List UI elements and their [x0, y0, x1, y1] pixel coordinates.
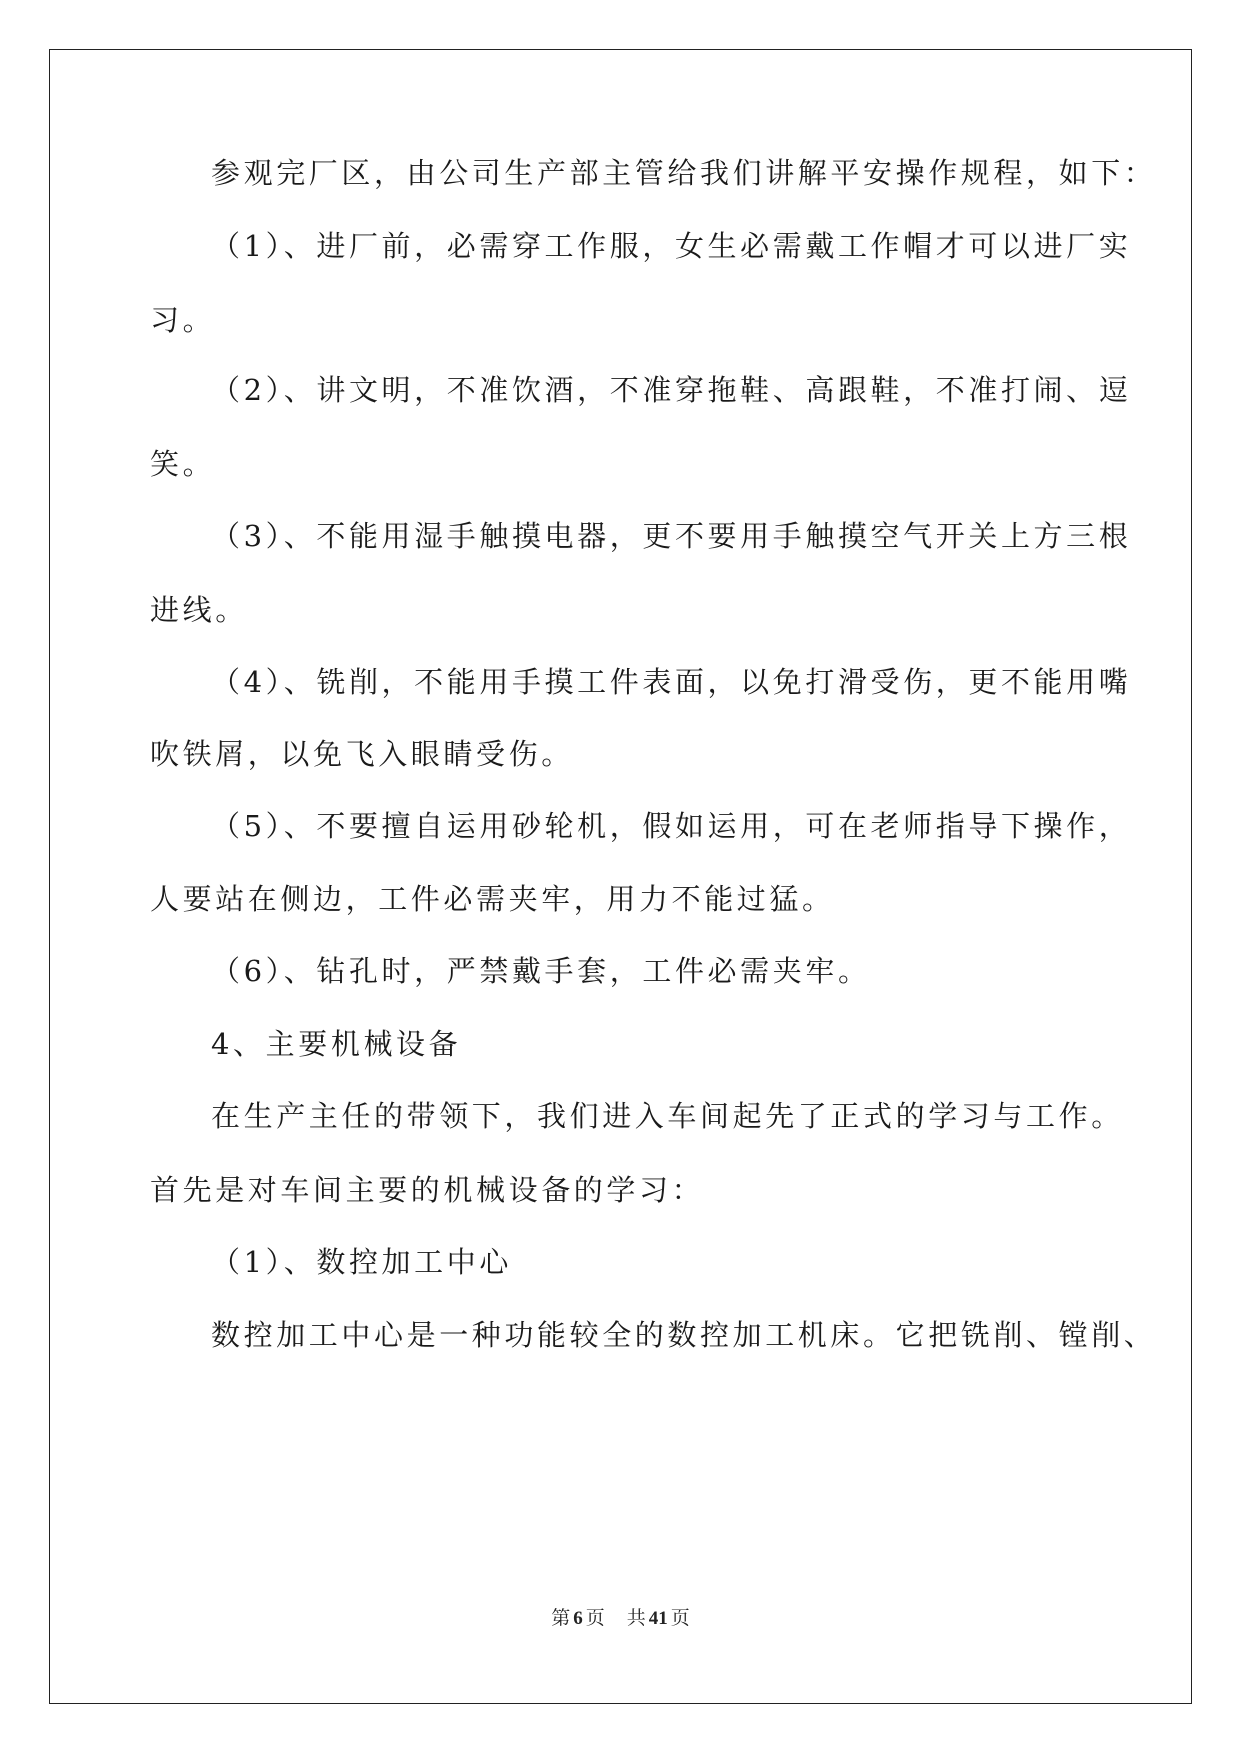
paragraph-line: （5）、不要擅自运用砂轮机，假如运用，可在老师指导下操作， [211, 809, 1132, 843]
page-prefix: 第 [551, 1608, 571, 1629]
paragraph-line: 参观完厂区，由公司生产部主管给我们讲解平安操作规程，如下： [211, 156, 1157, 190]
total-prefix: 共 [626, 1608, 646, 1629]
paragraph-line: （2）、讲文明，不准饮酒，不准穿拖鞋、高跟鞋，不准打闹、逗 [211, 373, 1132, 407]
page-suffix: 页 [585, 1608, 605, 1629]
paragraph-line: （1）、进厂前，必需穿工作服，女生必需戴工作帽才可以进厂实 [211, 229, 1132, 263]
paragraph-line: （1）、数控加工中心 [211, 1245, 512, 1279]
paragraph-line: （3）、不能用湿手触摸电器，更不要用手触摸空气开关上方三根 [211, 519, 1132, 553]
paragraph-line: 在生产主任的带领下，我们进入车间起先了正式的学习与工作。 [211, 1099, 1124, 1133]
paragraph-line: 首先是对车间主要的机械设备的学习： [150, 1173, 705, 1207]
paragraph-line: （6）、钻孔时，严禁戴手套，工件必需夹牢。 [211, 954, 871, 988]
total-suffix: 页 [670, 1608, 690, 1629]
paragraph-line: 吹铁屑，以免飞入眼睛受伤。 [150, 737, 574, 771]
paragraph-line: 笑。 [150, 447, 216, 481]
paragraph-line: 数控加工中心是一种功能较全的数控加工机床。它把铣削、镗削、 [211, 1318, 1157, 1352]
section-heading: 4、主要机械设备 [211, 1027, 462, 1061]
page-number: 6 [573, 1608, 583, 1629]
paragraph-line: 习。 [150, 303, 216, 337]
page-footer [0, 1606, 1241, 1632]
total-pages: 41 [648, 1608, 668, 1629]
paragraph-line: 人要站在侧边，工件必需夹牢，用力不能过猛。 [150, 882, 835, 916]
paragraph-line: （4）、铣削，不能用手摸工件表面，以免打滑受伤，更不能用嘴 [211, 665, 1132, 699]
paragraph-line: 进线。 [150, 593, 248, 627]
page-border [49, 49, 1192, 1704]
